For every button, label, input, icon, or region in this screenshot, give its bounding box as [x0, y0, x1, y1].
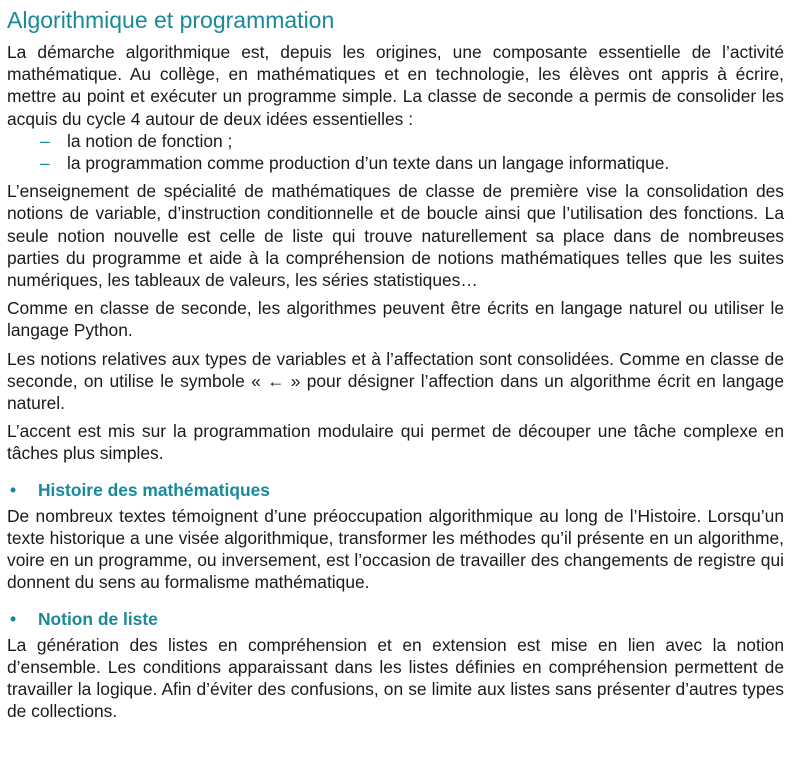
bullet-icon: •: [10, 479, 17, 500]
page-title: Algorithmique et programmation: [7, 7, 335, 33]
paragraph-specialite: L’enseignement de spécialité de mathématiques de classe de première vise la consolidation des notions de variable, d’instruction conditionnelle et de boucle ainsi que l’utilisation des fonctions. La seule notion nouvelle est celle de liste qui trouve naturellement sa place dans de nombreuses parties du programme et aide à la compréhension de notions mathématiques telles que les suites numériques, les tableaux de valeurs, les séries statistiques…: [7, 181, 784, 291]
dash-marker: –: [40, 130, 50, 151]
paragraph-affectation: Les notions relatives aux types de variables et à l’affectation sont consolidées. Comme en classe de seconde, on utilise le symbole « ← » pour désigner l’affection dans un algorithme écrit en langage naturel.: [7, 348, 784, 414]
paragraph-modulaire: L’accent est mis sur la programmation modulaire qui permet de découper une tâche complexe en tâches plus simples.: [7, 421, 784, 464]
bullet-icon: •: [10, 608, 17, 629]
paragraph-langage: Comme en classe de seconde, les algorithmes peuvent être écrits en langage naturel ou utiliser le langage Python.: [7, 298, 784, 341]
list-item-text: la programmation comme production d’un texte dans un langage informatique.: [67, 153, 670, 174]
section-heading-text: Histoire des mathématiques: [38, 479, 270, 500]
section-body-histoire: De nombreux textes témoignent d’une préoccupation algorithmique au long de l’Histoire. Lorsqu’un texte historique a une visée algorithmique, transformer les méthodes qu’il présente en un algorithme, voire en un programme, ou inversement, est l’occasion de travailler des changements de registre qui donnent du sens au formalisme mathématique.: [7, 505, 784, 593]
intro-paragraph: La démarche algorithmique est, depuis les origines, une composante essentielle de l’activité mathématique. Au collège, en mathématiques et en technologie, les élèves ont appris à écrire, mettre au point et exécuter un programme simple. La classe de seconde a permis de consolider les acquis du cycle 4 autour de deux idées essentielles :: [7, 42, 784, 129]
list-item: [7, 130, 784, 152]
list-item-text: la notion de fonction ;: [67, 130, 233, 151]
section-heading-text: Notion de liste: [38, 608, 158, 629]
intro-list: [7, 130, 784, 174]
section-heading-histoire: [7, 479, 784, 501]
dash-marker: –: [40, 153, 50, 174]
list-item: [7, 152, 784, 174]
section-body-liste: La génération des listes en compréhension et en extension est mise en lien avec la notion d’ensemble. Les conditions apparaissant dans les listes définies en compréhension permettent de travailler la logique. Afin d’éviter des confusions, on se limite aux listes sans présenter d’autres types de collections.: [7, 634, 784, 722]
section-heading-liste: [7, 608, 784, 630]
